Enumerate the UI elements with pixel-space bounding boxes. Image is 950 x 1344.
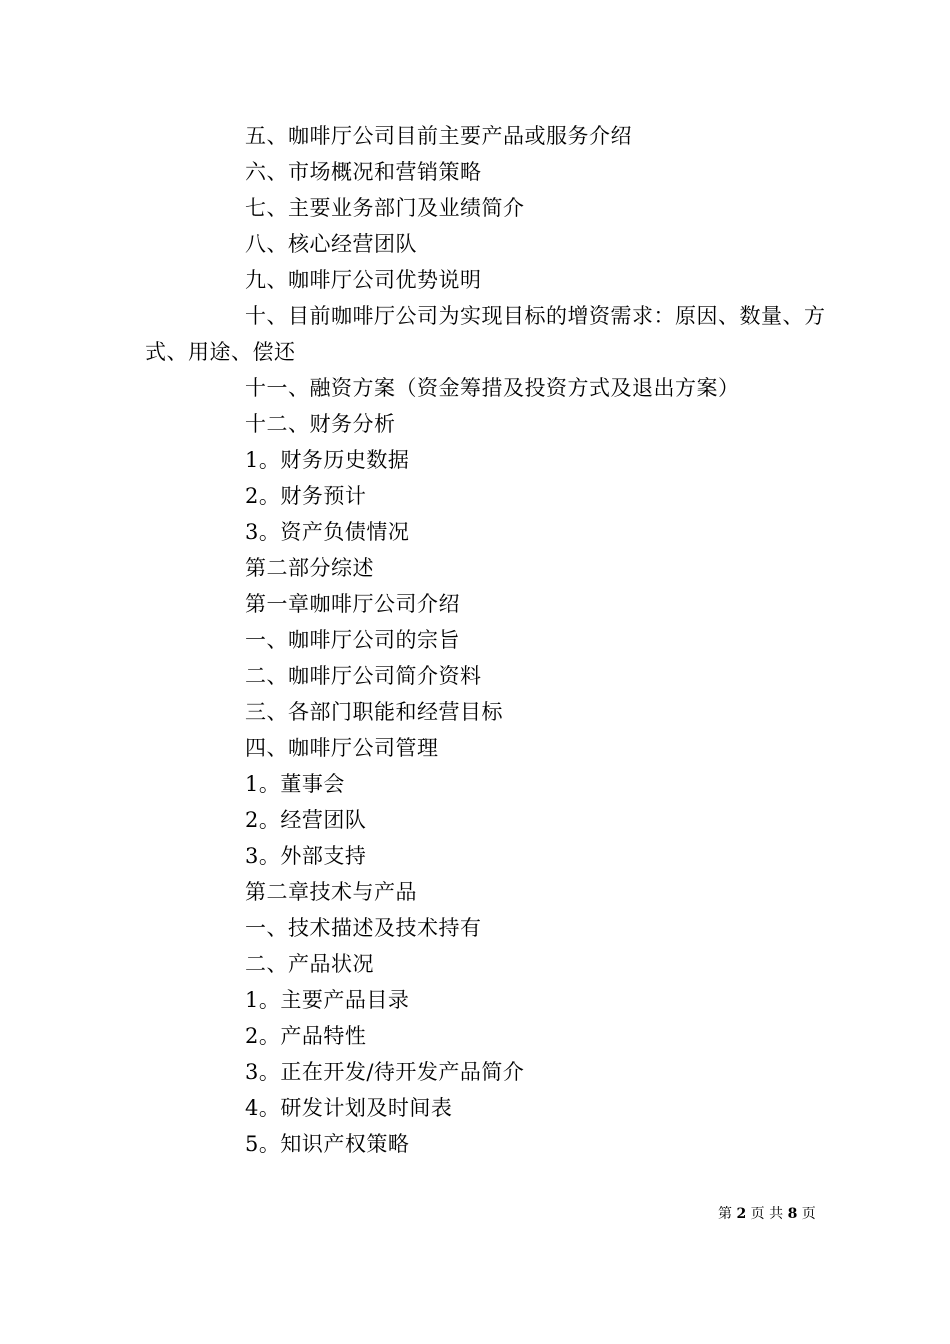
toc-line: 一、咖啡厅公司的宗旨 (245, 628, 460, 652)
toc-line: 4。研发计划及时间表 (245, 1096, 453, 1120)
toc-line: 一、技术描述及技术持有 (245, 916, 482, 940)
toc-line: 六、市场概况和营销策略 (245, 160, 482, 184)
toc-line: 四、咖啡厅公司管理 (245, 736, 439, 760)
toc-line: 3。正在开发/待开发产品简介 (245, 1060, 525, 1084)
toc-line: 5。知识产权策略 (245, 1132, 410, 1156)
toc-paragraph-ten: 十、目前咖啡厅公司为实现目标的增资需求：原因、数量、方式、用途、偿还 (145, 304, 826, 364)
toc-line: 第二章技术与产品 (245, 880, 417, 904)
toc-line: 第一章咖啡厅公司介绍 (245, 592, 460, 616)
footer-total-pages: 8 (787, 1206, 798, 1222)
footer-prefix: 第 (718, 1206, 732, 1222)
toc-line: 五、咖啡厅公司目前主要产品或服务介绍 (245, 124, 632, 148)
toc-line: 1。董事会 (245, 772, 345, 796)
toc-line: 2。经营团队 (245, 808, 367, 832)
toc-line: 第二部分综述 (245, 556, 374, 580)
toc-line: 1。主要产品目录 (245, 988, 410, 1012)
toc-line: 八、核心经营团队 (245, 232, 417, 256)
toc-line: 十一、融资方案（资金筹措及投资方式及退出方案） (245, 376, 740, 400)
footer-current-page: 2 (736, 1206, 747, 1222)
toc-line: 1。财务历史数据 (245, 448, 410, 472)
toc-line: 2。产品特性 (245, 1024, 367, 1048)
footer-suffix: 页 (801, 1206, 816, 1222)
toc-line: 3。外部支持 (245, 844, 367, 868)
toc-line: 九、咖啡厅公司优势说明 (245, 268, 482, 292)
toc-line: 3。资产负债情况 (245, 520, 410, 544)
toc-line: 三、各部门职能和经营目标 (245, 700, 503, 724)
document-body (145, 118, 835, 1162)
toc-line: 七、主要业务部门及业绩简介 (245, 196, 525, 220)
toc-line: 二、产品状况 (245, 952, 374, 976)
footer-middle: 页 共 (750, 1206, 784, 1222)
toc-line: 十二、财务分析 (245, 412, 396, 436)
page-footer (718, 1204, 816, 1224)
toc-line: 二、咖啡厅公司简介资料 (245, 664, 482, 688)
toc-line: 2。财务预计 (245, 484, 367, 508)
